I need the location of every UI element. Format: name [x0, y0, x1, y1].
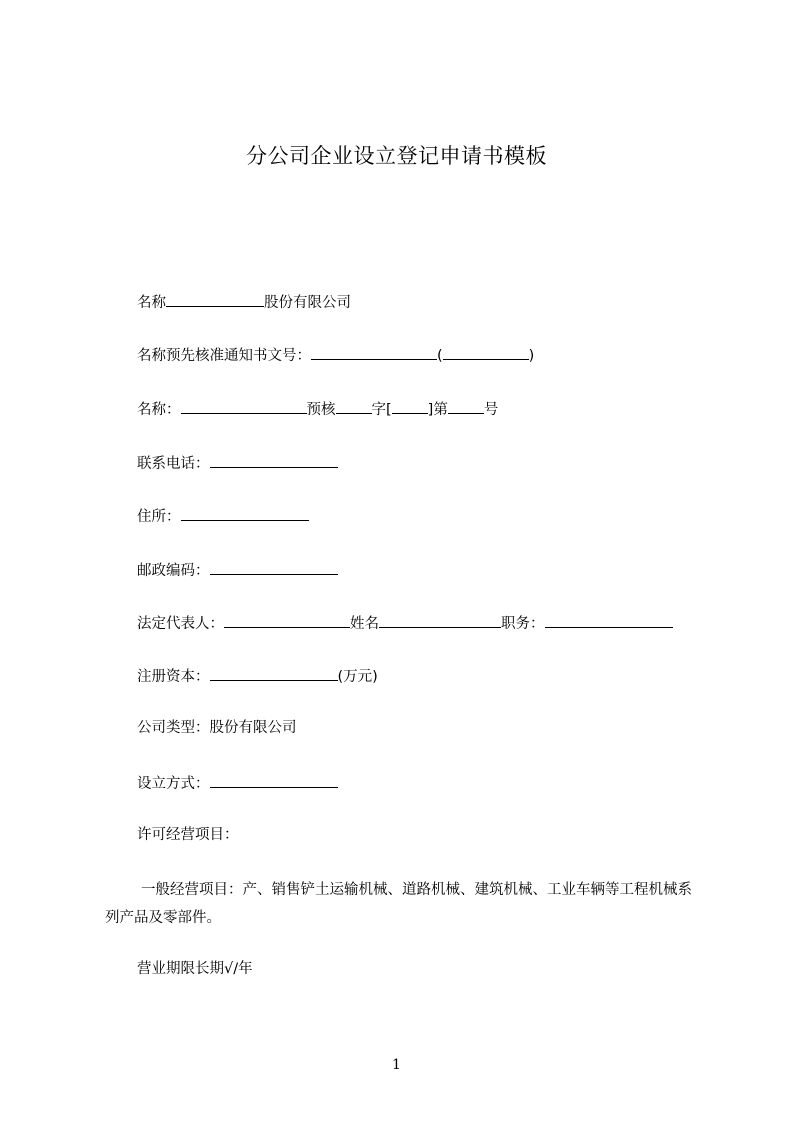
- establish-method-blank[interactable]: [210, 772, 338, 788]
- licensed-items-row: [137, 825, 239, 845]
- yuhe-text: 预核: [306, 402, 336, 418]
- company-type-row: [137, 718, 297, 738]
- name-suffix: 股份有限公司: [264, 295, 351, 311]
- legal-rep-name-blank[interactable]: [379, 612, 501, 628]
- name2-label: 名称：: [137, 402, 181, 418]
- phone-label: 联系电话：: [137, 456, 210, 472]
- capital-unit: (万元): [337, 669, 378, 685]
- name-label: 名称: [137, 295, 166, 311]
- capital-label: 注册资本：: [137, 669, 210, 685]
- legal-rep-row: [137, 612, 673, 634]
- term-label: 营业期限长期: [137, 961, 224, 977]
- name-blank[interactable]: [166, 291, 264, 307]
- prenotice-number-row: [137, 344, 534, 366]
- di-text: ]第: [427, 402, 448, 418]
- name-prenotice-row: [137, 398, 498, 420]
- legal-rep-title-blank[interactable]: [545, 612, 673, 628]
- term-row: [137, 959, 253, 979]
- document-title: 分公司企业设立登记申请书模板: [246, 144, 547, 168]
- name2-blank[interactable]: [181, 398, 307, 414]
- company-type-label: 公司类型：: [137, 720, 210, 736]
- establish-method-label: 设立方式：: [137, 776, 210, 792]
- prenotice-label: 名称预先核准通知书文号：: [137, 348, 311, 364]
- legal-rep-blank[interactable]: [224, 612, 350, 628]
- di-blank[interactable]: [448, 398, 484, 414]
- prenotice-number-blank[interactable]: [311, 344, 437, 360]
- address-row: [137, 505, 309, 527]
- postcode-row: [137, 559, 338, 581]
- yuhe-blank[interactable]: [336, 398, 372, 414]
- hao-text: 号: [483, 402, 499, 418]
- term-value: √/年: [224, 961, 253, 977]
- name-row: [137, 291, 351, 313]
- prenotice-paren-close: ): [528, 348, 535, 364]
- legal-rep-name-label: 姓名: [350, 616, 379, 632]
- postcode-blank[interactable]: [210, 559, 338, 575]
- prenotice-paren-blank[interactable]: [443, 344, 529, 360]
- phone-row: [137, 452, 338, 474]
- legal-rep-label: 法定代表人：: [137, 616, 224, 632]
- address-label: 住所：: [137, 509, 181, 525]
- postcode-label: 邮政编码：: [137, 563, 210, 579]
- zi-text: 字[: [371, 402, 392, 418]
- page-number: 1: [392, 1057, 401, 1073]
- licensed-items-label: 许可经营项目：: [137, 827, 239, 843]
- address-blank[interactable]: [181, 505, 309, 521]
- establish-method-row: [137, 772, 338, 794]
- capital-blank[interactable]: [210, 665, 338, 681]
- zi-blank[interactable]: [392, 398, 428, 414]
- general-items-paragraph: 一般经营项目：产、销售铲土运输机械、道路机械、建筑机械、工业车辆等工程机械系列产品及零部件。: [105, 882, 692, 926]
- legal-rep-title-label: 职务：: [501, 616, 545, 632]
- capital-row: [137, 665, 378, 687]
- phone-blank[interactable]: [210, 452, 338, 468]
- company-type-value: 股份有限公司: [209, 720, 297, 736]
- prenotice-paren-open: (: [437, 348, 443, 364]
